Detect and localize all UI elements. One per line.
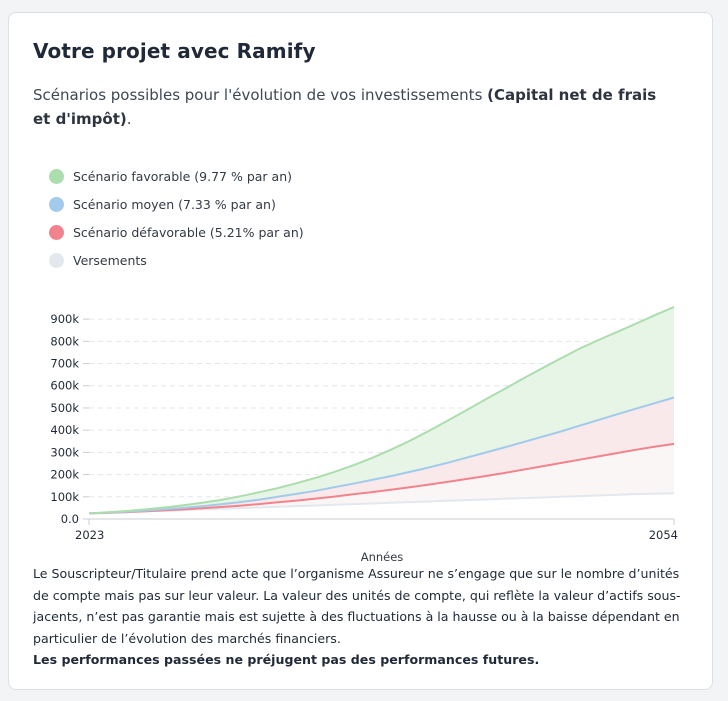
y-tick-label: 100k (50, 489, 79, 504)
x-axis-title: Années (360, 550, 404, 563)
y-tick-label: 0.0 (60, 512, 79, 526)
x-tick-label: 2054 (648, 528, 678, 542)
legend-dot-versements (49, 253, 64, 268)
disclaimer (33, 563, 698, 671)
chart-axes (89, 519, 674, 563)
chart-legend (49, 162, 304, 274)
y-tick-label: 400k (50, 423, 79, 438)
legend-item-defavorable[interactable] (49, 218, 304, 246)
disclaimer-bold: Les performances passées ne préjugent pas des performances futures. (33, 652, 540, 667)
disclaimer-text: Le Souscripteur/Titulaire prend acte que l’organisme Assureur ne s’engage que sur le nombre d’unités de compte mais pas sur leur valeur. La valeur des unités de compte, qui reflète la valeur d’actifs sous-jacents, n’est pas garantie mais est sujette à des fluctuations à la hausse ou à la baisse dépendant en particulier de l’évolution des marchés financiers. (33, 566, 681, 646)
series-areas (89, 307, 674, 519)
legend-label-versements: Versements (73, 252, 147, 268)
legend-label-defavorable: Scénario défavorable (5.21% par an) (73, 224, 304, 240)
y-tick-label: 800k (50, 334, 79, 349)
legend-label-moyen: Scénario moyen (7.33 % par an) (73, 196, 276, 212)
subtitle-bold: (Capital net de frais et d'impôt) (33, 86, 657, 128)
y-tick-label: 300k (50, 445, 79, 460)
x-tick-label: 2023 (75, 528, 105, 542)
y-tick-label: 900k (50, 312, 79, 327)
subtitle-text: Scénarios possibles pour l'évolution de vos investissements (33, 86, 488, 104)
projection-chart (9, 301, 714, 563)
projection-card (8, 12, 713, 690)
y-tick-label: 600k (50, 378, 79, 393)
y-tick-label: 500k (50, 400, 79, 415)
legend-label-favorable: Scénario favorable (9.77 % par an) (73, 168, 292, 184)
card-title: Votre projet avec Ramify (33, 39, 316, 63)
legend-item-favorable[interactable] (49, 162, 304, 190)
y-tick-label: 200k (50, 467, 79, 482)
legend-dot-defavorable (49, 225, 64, 240)
legend-dot-moyen (49, 197, 64, 212)
card-subtitle (33, 83, 663, 131)
legend-item-versements[interactable] (49, 246, 304, 274)
legend-dot-favorable (49, 169, 64, 184)
subtitle-end: . (126, 110, 132, 128)
y-tick-label: 700k (50, 356, 79, 371)
legend-item-moyen[interactable] (49, 190, 304, 218)
